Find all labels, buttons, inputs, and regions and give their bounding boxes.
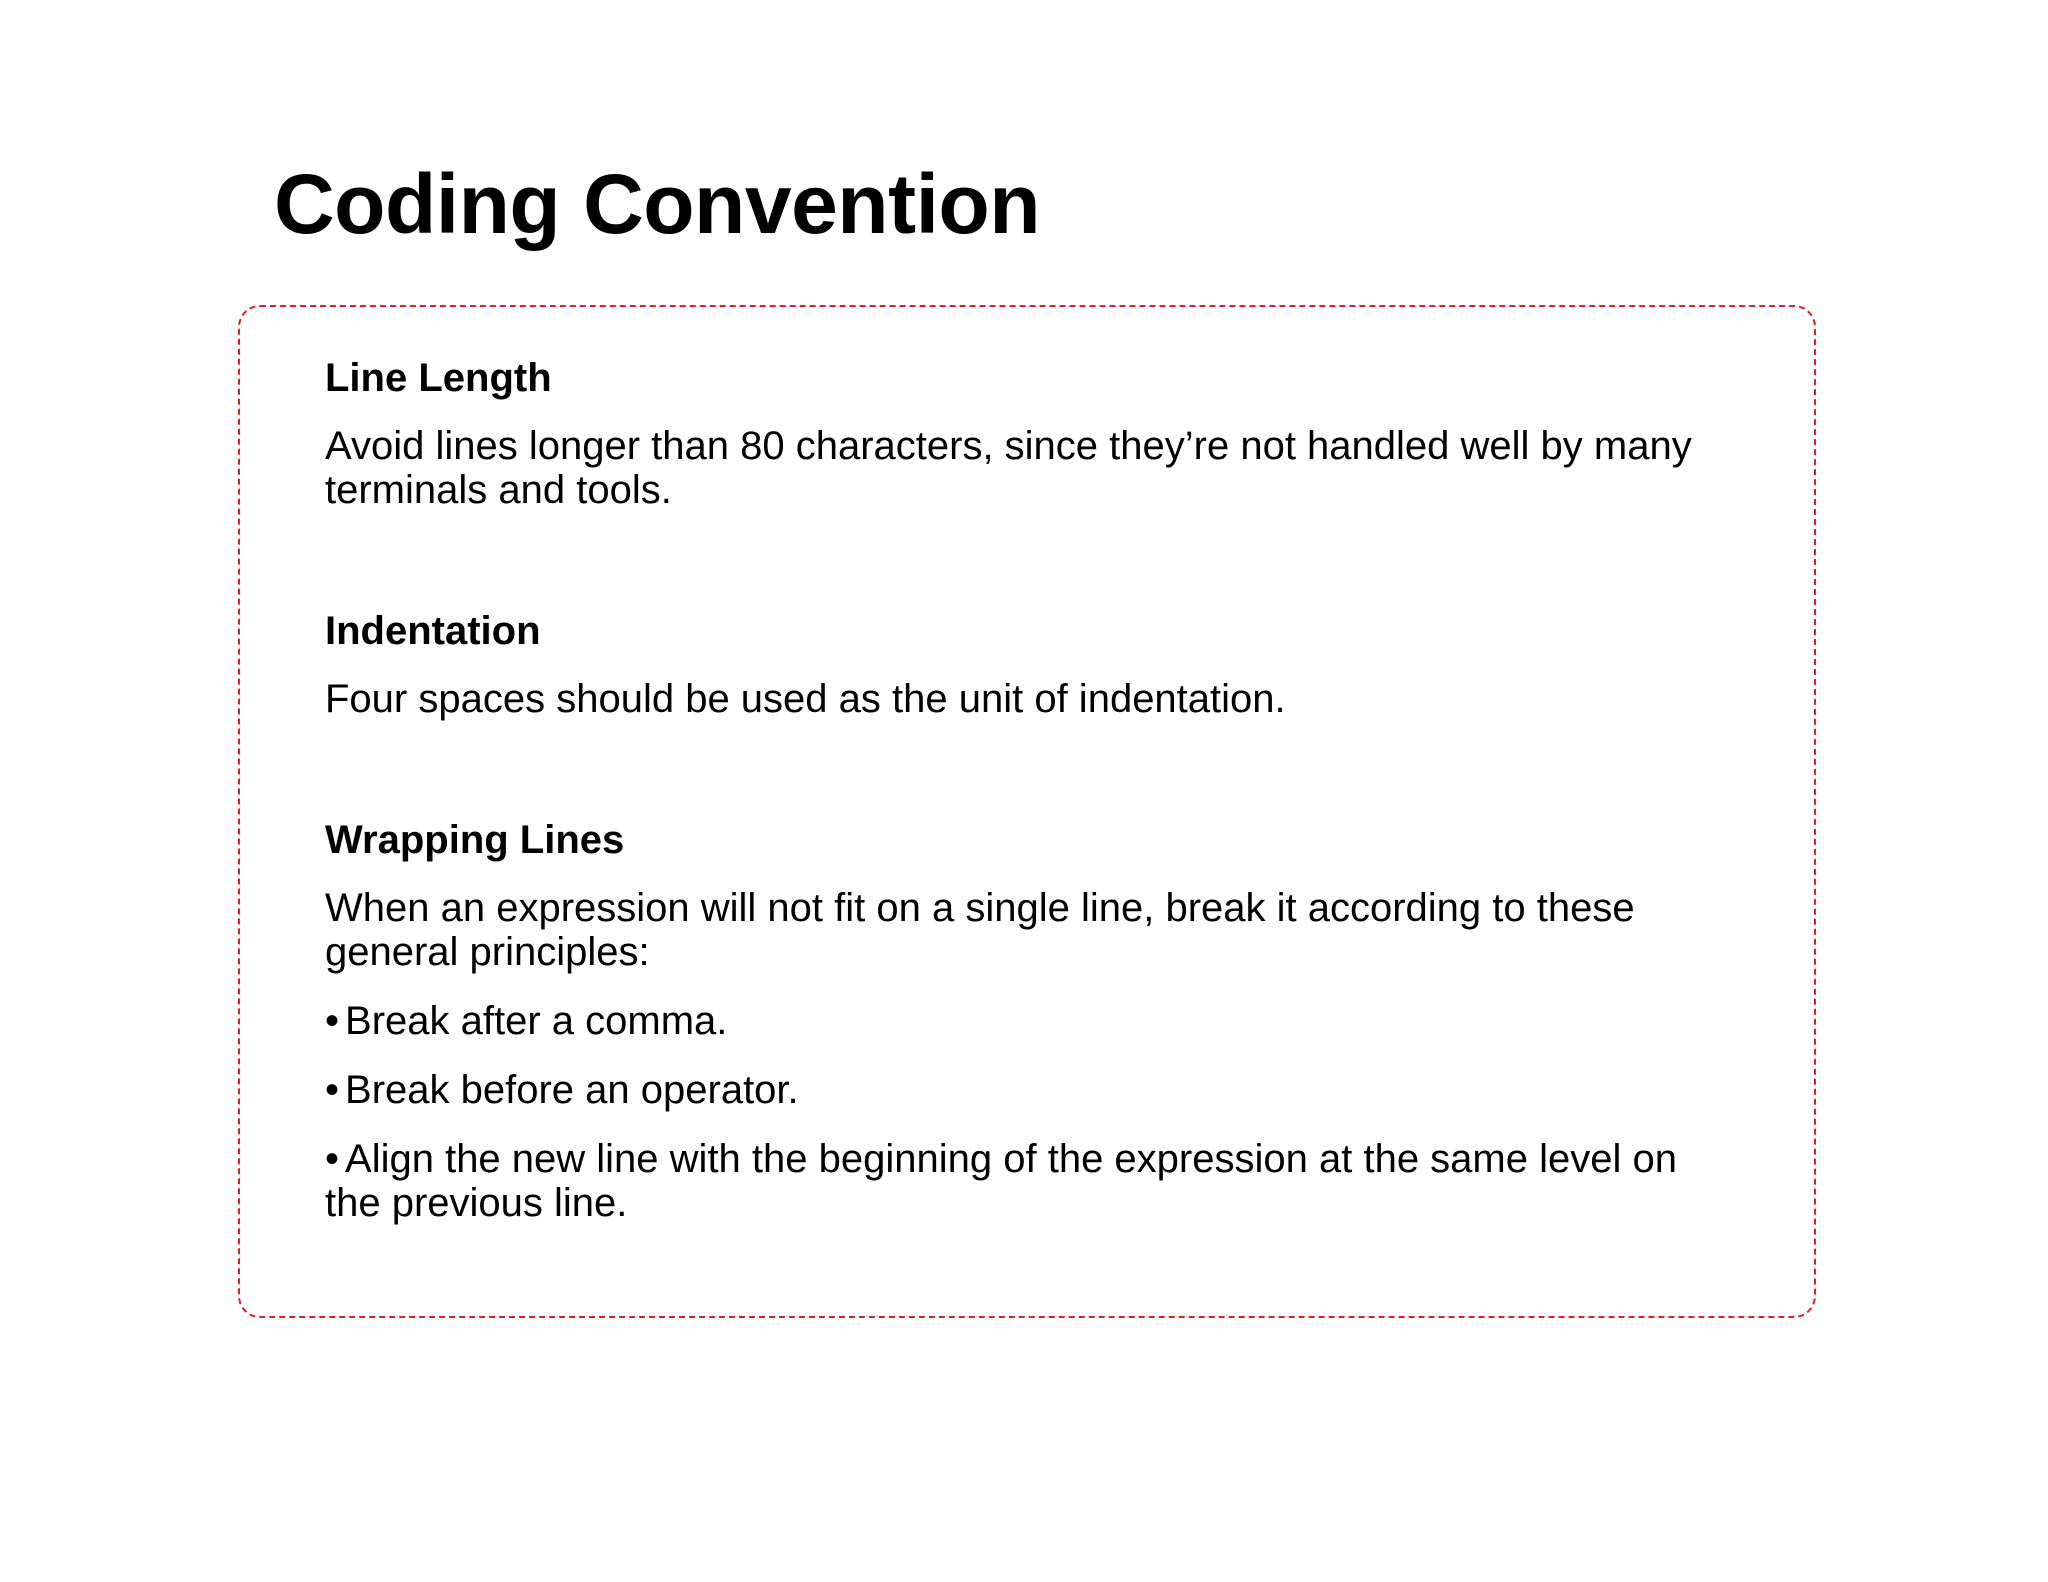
bullet-icon: • (325, 999, 340, 1043)
list-item-text: Break before an operator. (345, 1068, 799, 1112)
list-item (325, 1137, 1725, 1225)
list-item-text: Align the new line with the beginning of the expression at the same level on the previous line. (325, 1137, 1677, 1225)
bullet-icon: • (325, 1068, 340, 1112)
section-wrapping-lines (325, 816, 1725, 1225)
list-item-text: Break after a comma. (345, 999, 728, 1043)
section-body: Four spaces should be used as the unit of indentation. (325, 677, 1286, 721)
section-body: Avoid lines longer than 80 characters, since they’re not handled well by many terminals and tools. (325, 424, 1692, 512)
section-heading: Indentation (325, 609, 541, 653)
page-title: Coding Convention (274, 157, 1041, 251)
list-item (325, 1068, 1725, 1112)
section-line-length (325, 354, 1725, 512)
section-body: When an expression will not fit on a single line, break it according to these general principles: (325, 886, 1635, 974)
section-indentation (325, 607, 1725, 721)
section-heading: Wrapping Lines (325, 818, 625, 862)
list-item (325, 999, 1725, 1043)
bullet-icon: • (325, 1137, 340, 1181)
section-heading: Line Length (325, 356, 552, 400)
